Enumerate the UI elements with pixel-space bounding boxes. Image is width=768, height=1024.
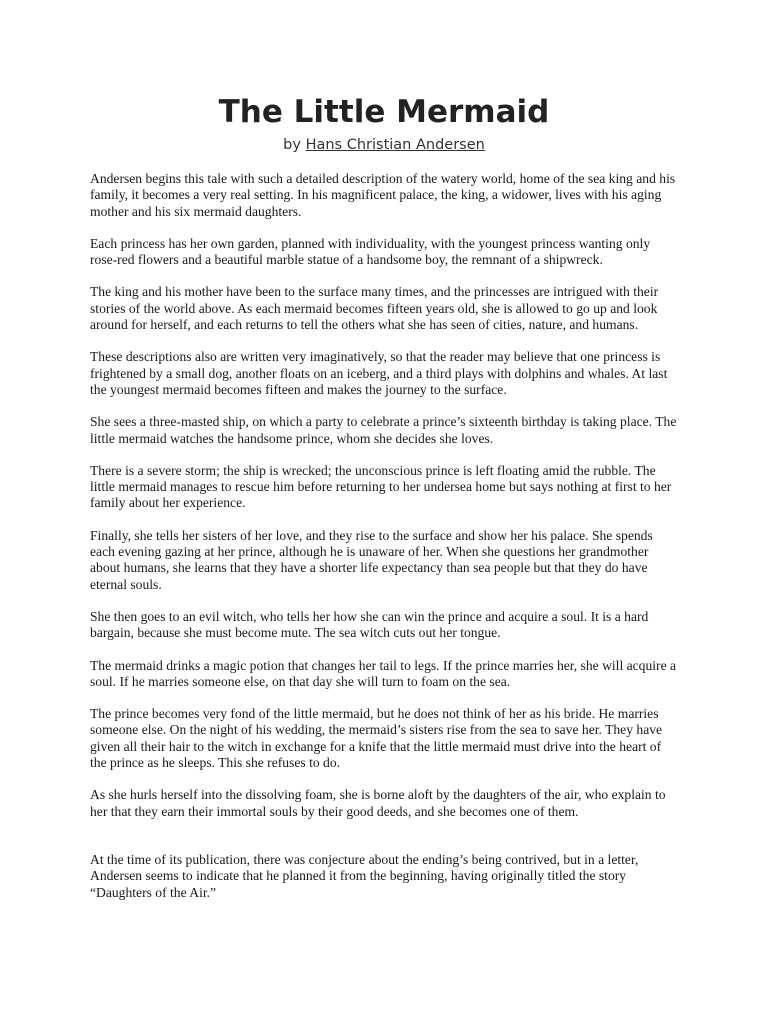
paragraph-6: There is a severe storm; the ship is wrecked; the unconscious prince is left floating amid the rubble. The little mermaid manages to rescue him before returning to her undersea home but says nothing at first to her family about her experience. xyxy=(90,462,672,511)
byline-prefix: by xyxy=(283,137,306,153)
paragraph-4: These descriptions also are written very imaginatively, so that the reader may believe that one princess is frightened by a small dog, another floats on an iceberg, and a third plays with dolphins and whales. At last the youngest mermaid becomes fifteen and makes the journey to the surface. xyxy=(90,349,668,397)
paragraph-8: She then goes to an evil witch, who tells her how she can win the prince and acquire a soul. It is a hard bargain, because she must become mute. The sea witch cuts out her tongue. xyxy=(90,608,649,641)
paragraph-1: Andersen begins this tale with such a detailed description of the watery world, home of the sea king and his family, it becomes a very real setting. In his magnificent palace, the king, a widower, lives with his aging mother and his six mermaid daughters. xyxy=(90,171,676,219)
paragraph-2: Each princess has her own garden, planned with individuality, with the youngest princess wanting only rose-red flowers and a beautiful marble statue of a handsome boy, the remnant of a shipwreck. xyxy=(90,235,651,268)
paragraph-3: The king and his mother have been to the surface many times, and the princesses are intrigued with their stories of the world above. As each mermaid becomes fifteen years old, she is allowed to go up and look around for herself, and each returns to tell the others what she has seen of cities, nature, and humans. xyxy=(90,284,659,333)
byline xyxy=(0,134,768,156)
document-title: The Little Mermaid xyxy=(218,94,550,130)
paragraph-10: The prince becomes very fond of the little mermaid, but he does not think of her as his bride. He marries someone else. On the night of his wedding, the mermaid’s sisters rise from the sea to save her. They have given all their hair to the witch in exchange for a knife that the little mermaid must drive into the heart of the prince as he sleeps. This she refuses to do. xyxy=(90,706,663,771)
paragraph-5: She sees a three-masted ship, on which a party to celebrate a prince’s sixteenth birthday is taking place. The little mermaid watches the handsome prince, whom she decides she loves. xyxy=(90,414,677,446)
paragraph-11: As she hurls herself into the dissolving foam, she is borne aloft by the daughters of the air, who explain to her that they earn their immortal souls by their good deeds, and she becomes one of them. xyxy=(90,787,666,819)
author-link[interactable]: Hans Christian Andersen xyxy=(305,137,485,153)
document-body xyxy=(90,171,678,917)
paragraph-7: Finally, she tells her sisters of her love, and they rise to the surface and show her his palace. She spends each evening gazing at her prince, although he is unaware of her. When she questions her grandmother about humans, she learns that they have a shorter life expectancy than sea people but that they do have eternal souls. xyxy=(90,527,653,592)
paragraph-9: The mermaid drinks a magic potion that changes her tail to legs. If the prince marries her, she will acquire a soul. If he marries someone else, on that day she will turn to foam on the sea. xyxy=(90,657,677,689)
paragraph-12: At the time of its publication, there was conjecture about the ending’s being contrived, but in a letter, Andersen seems to indicate that he planned it from the beginning, having originally titled the story “Daughters of the Air.” xyxy=(90,851,639,900)
